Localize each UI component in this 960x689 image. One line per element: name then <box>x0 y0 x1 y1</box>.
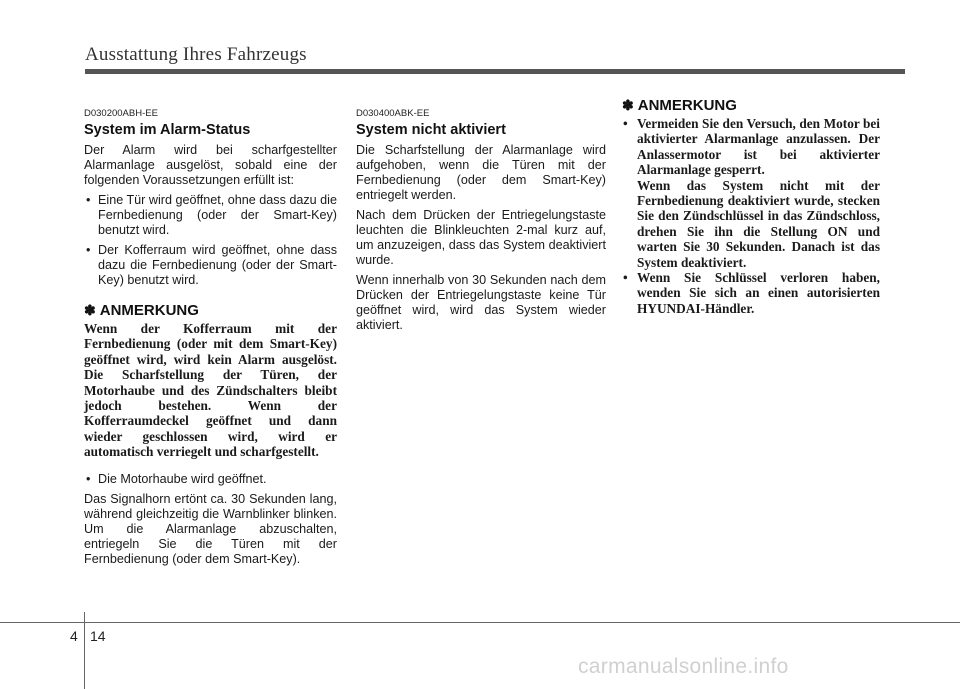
column-system-not-activated <box>356 108 606 338</box>
note-title-label: ANMERKUNG <box>637 97 737 114</box>
note-list <box>622 116 880 316</box>
note-item-text: • Vermeiden Sie den Versuch, den Motor bei aktivierter Alarmanlage anzulassen. Der Anlassermotor ist bei aktivierter Alarmanlage gesperrt. <box>637 116 880 178</box>
condition-list-continued <box>84 472 337 487</box>
asterisk-icon: ✽ <box>84 302 96 318</box>
condition-list <box>84 193 337 288</box>
column-note <box>622 97 880 316</box>
watermark: carmanualsonline.info <box>578 655 789 678</box>
section-heading: System im Alarm-Status <box>84 122 251 138</box>
column-alarm-status <box>84 108 337 572</box>
page-number: 14 <box>90 628 106 644</box>
section-code: D030400ABK-EE <box>356 108 430 119</box>
header-rule <box>85 69 905 74</box>
note-item-text: Wenn das System nicht mit der Fernbedienung deaktiviert wurde, stecken Sie den Zündschlüssel in das Zündschloss, drehen Sie ihn die Stellung ON und warten Sie 30 Sekunden. Danach ist das System deaktiviert. <box>637 177 880 270</box>
closing-paragraph: Das Signalhorn ertönt ca. 30 Sekunden lang, während gleichzeitig die Warnblinker blinken. Um die Alarmanlage abzuschalten, entriegeln Sie die Türen mit der Fernbedienung (oder dem Smart-Key). <box>84 491 337 566</box>
list-item: • Die Motorhaube wird geöffnet. <box>84 472 337 487</box>
intro-paragraph: Der Alarm wird bei scharfgestellter Alarmanlage ausgelöst, sobald eine der folgenden Voraussetzungen erfüllt ist: <box>84 143 337 187</box>
asterisk-icon: ✽ <box>622 97 634 113</box>
note-title-label: ANMERKUNG <box>99 302 199 319</box>
note-title <box>622 97 880 114</box>
section-code: D030200ABH-EE <box>84 108 158 119</box>
list-item: • Der Kofferraum wird geöffnet, ohne dass dazu die Fernbedienung (oder der Smart-Key) benutzt wird. <box>84 243 337 288</box>
list-item: • Eine Tür wird geöffnet, ohne dass dazu die Fernbedienung (oder der Smart-Key) benutzt wird. <box>84 193 337 238</box>
chapter-number: 4 <box>70 628 78 644</box>
paragraph: Nach dem Drücken der Entriegelungstaste leuchten die Blinkleuchten 2-mal kurz auf, um anzuzeigen, dass das System deaktiviert wurde. <box>356 208 606 267</box>
section-heading: System nicht aktiviert <box>356 122 506 138</box>
page-header-title: Ausstattung Ihres Fahrzeugs <box>85 44 307 65</box>
paragraph: Wenn innerhalb von 30 Sekunden nach dem Drücken der Entriegelungstaste keine Tür geöffnet wird, wird das System wieder aktiviert. <box>356 273 606 332</box>
note-title <box>84 302 337 319</box>
paragraph: Die Scharfstellung der Alarmanlage wird aufgehoben, wenn die Türen mit der Fernbedienung (oder dem Smart-Key) entriegelt werden. <box>356 143 606 202</box>
footer-rule <box>0 622 960 623</box>
list-item: • Wenn Sie Schlüssel verloren haben, wenden Sie sich an einen autorisierten HYUNDAI-Händler. <box>622 270 880 316</box>
list-item <box>622 116 880 270</box>
footer-divider <box>84 612 85 689</box>
note-text: Wenn der Kofferraum mit der Fernbedienung (oder mit dem Smart-Key) geöffnet wird, wird kein Alarm ausgelöst. Die Scharfstellung der Türen, der Motorhaube und des Zündschalters bleibt jedoch bestehen. Wenn der Kofferraumdeckel geöffnet und dann wieder geschlossen wird, wird er automatisch verriegelt und scharfgestellt. <box>84 321 337 460</box>
